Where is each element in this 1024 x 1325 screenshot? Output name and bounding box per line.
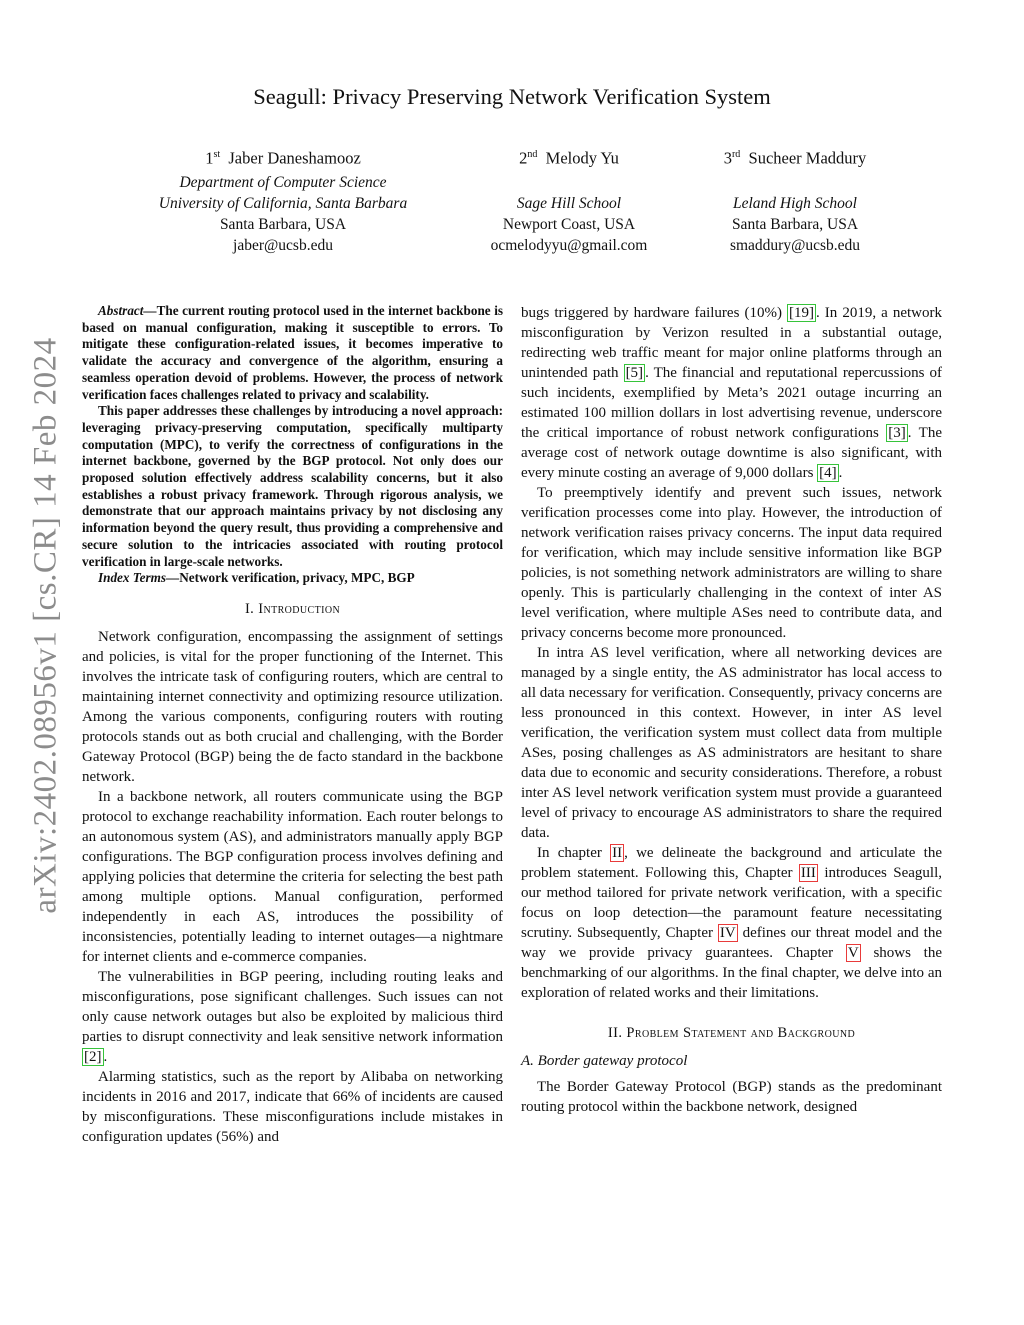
intro-paragraph-5: To preemptively identify and prevent such issues, network verification processes come into play. However, the introduction of network verification raises privacy concerns. The input data required for verification, which may include sensitive information like BGP policies, is not something network administrators are willing to share openly. This is particularly challenging in the context of inter AS level verification, where multiple ASes need to contribute data, and privacy concerns become more pronounced. xyxy=(521,485,942,641)
author-1 xyxy=(118,144,448,256)
citation-link[interactable]: [2] xyxy=(84,1048,102,1065)
author-2 xyxy=(456,144,682,256)
abstract-paragraph-1 xyxy=(82,303,503,403)
author-1-department: Department of Computer Science xyxy=(179,173,387,191)
author-3-ordinal-suffix: rd xyxy=(731,149,741,160)
author-2-name-line xyxy=(456,144,682,169)
arxiv-identifier-text: arXiv:2402.08956v1 [cs.CR] 14 Feb 2024 xyxy=(27,336,64,914)
author-3-institution: Leland High School xyxy=(733,194,857,212)
author-2-location: Newport Coast, USA xyxy=(502,215,636,233)
author-3-name: Sucheer Maddury xyxy=(748,148,867,168)
author-2-name: Melody Yu xyxy=(545,148,619,168)
author-3-name-line xyxy=(692,144,898,169)
text-segment: introduces Seagull, our method tailored for private network verification, with a specific focus on loop detection—the paramount feature necessitating scrutiny. Subsequently, Chapter xyxy=(521,865,942,941)
section-link[interactable]: IV xyxy=(719,925,736,941)
author-1-ordinal-suffix: st xyxy=(213,149,221,160)
arxiv-identifier xyxy=(20,300,72,950)
author-3-ordinal: 3 xyxy=(723,148,732,168)
author-1-name-line xyxy=(118,144,448,169)
paper-title: Seagull: Privacy Preserving Network Verification System xyxy=(253,84,771,109)
bgp-paragraph-1: The Border Gateway Protocol (BGP) stands as the predominant routing protocol within the backbone network, designed xyxy=(521,1079,942,1115)
text-segment: defines our threat model and the way we provide privacy guarantees. Chapter xyxy=(521,925,942,961)
intro-paragraph-7 xyxy=(521,843,942,1003)
section-link[interactable]: II xyxy=(612,845,623,861)
section-link[interactable]: V xyxy=(847,945,859,961)
author-1-email: jaber@ucsb.edu xyxy=(233,236,333,254)
citation-link[interactable]: [19] xyxy=(789,305,814,321)
abstract xyxy=(82,303,503,587)
subsection-heading: A. Border gateway protocol xyxy=(521,1053,688,1069)
intro-paragraph-1: Network configuration, encompassing the assignment of settings and policies, is vital for the proper functioning of the Internet. This involves the intricate task of configuring routers, which are central to maintaining internet connectivity and optimizing resource utilization. Among the various components, configuring routers with routing protocols stands out as both crucial and challenging, with the Border Gateway Protocol (BGP) being the de facto standard in the backbone network. xyxy=(82,628,503,785)
author-3 xyxy=(692,144,898,256)
index-terms-text: Network verification, privacy, MPC, BGP xyxy=(179,570,415,586)
section-1-heading: I. Introduction xyxy=(244,600,341,617)
abstract-paragraph-2: This paper addresses these challenges by introducing a novel approach: leveraging privacy-preserving computation, specifically multiparty computation (MPC), to verify the correctness of configurations in the internet backbone, governed by the BGP protocol. Not only does our proposed solution effectively address scalability concerns, but it also establishes a robust privacy framework. Through rigorous analysis, we demonstrate that our approach maintains privacy by not disclosing any information beyond the query result, thus providing a comprehensive and secure solution to the intricacies associated with routing protocol verification in large-scale networks. xyxy=(82,403,503,569)
text-segment: . The average cost of network outage downtime is also significant, with every minute costing an average of 9,000 dollars xyxy=(521,425,942,481)
intro-paragraph-3-end: . xyxy=(103,1048,108,1065)
author-2-email: ocmelodyyu@gmail.com xyxy=(490,236,648,254)
text-segment: bugs triggered by hardware failures (10%) xyxy=(521,305,787,321)
abstract-label: Abstract— xyxy=(98,303,157,318)
intro-paragraph-4: Alarming statistics, such as the report by Alibaba on networking incidents in 2016 and 2017, indicate that 66% of incidents are caused by misconfigurations. These misconfigurations include mistakes in configuration updates (56%) and xyxy=(82,1068,503,1145)
intro-paragraph-6: In intra AS level verification, where all networking devices are managed by a single entity, the AS administrator has local access to all data necessary for verification. Consequently, privacy concerns are less pronounced in this context. However, in inter AS level verification, the verification system must collect data from multiple ASes, posing challenges as AS administrators are hesitant to share data due to economic and security considerations. Therefore, a robust inter AS level network verification system must provide a guaranteed level of privacy to encourage AS administrators to share the required data. xyxy=(521,645,942,841)
text-segment: . In 2019, a network misconfiguration by Verizon resulted in a substantial outage, redirecting web traffic meant for major online platforms through an unintended path xyxy=(521,305,942,381)
intro-paragraph-4-continued xyxy=(521,303,942,483)
index-terms-label: Index Terms— xyxy=(98,570,180,586)
text-segment: , we delineate the background and articulate the problem statement. Following this, Chapter xyxy=(521,845,942,881)
intro-paragraph-3-text: The vulnerabilities in BGP peering, including routing leaks and misconfigurations, pose significant challenges. Such issues can not only cause network outages but also be exploited by malicious third parties to disrupt connectivity and leak sensitive network information xyxy=(82,968,503,1045)
author-1-location: Santa Barbara, USA xyxy=(219,215,347,233)
author-1-ordinal: 1 xyxy=(205,148,214,168)
citation-link[interactable]: [4] xyxy=(819,465,837,481)
intro-paragraph-3 xyxy=(82,967,503,1067)
index-terms xyxy=(82,570,503,587)
text-segment: . xyxy=(838,465,843,481)
author-1-institution: University of California, Santa Barbara xyxy=(158,194,408,212)
right-column xyxy=(521,303,942,1117)
section-link[interactable]: III xyxy=(800,865,816,881)
author-2-institution: Sage Hill School xyxy=(516,194,622,212)
citation-link[interactable]: [3] xyxy=(888,425,906,441)
author-1-name: Jaber Daneshamooz xyxy=(228,148,361,168)
text-segment: . The financial and reputational repercussions of such incidents, exemplified by Meta’s 2021 outage incurring an estimated 100 million dollars in lost advertising revenue, underscore the critical importance of robust network configurations xyxy=(521,365,942,441)
section-2-heading: II. Problem Statement and Background xyxy=(607,1025,856,1041)
author-3-location: Santa Barbara, USA xyxy=(731,215,859,233)
author-2-ordinal-suffix: nd xyxy=(527,149,538,160)
citation-link[interactable]: [5] xyxy=(625,365,644,381)
author-2-ordinal: 2 xyxy=(519,148,528,168)
left-column xyxy=(82,303,503,1147)
text-segment: shows the benchmarking of our algorithms. In the final chapter, we delve into an exploration of related works and their limitations. xyxy=(521,945,942,1001)
abstract-text-1: The current routing protocol used in the internet backbone is based on manual configuration, making it susceptible to errors. To mitigate these configuration-related issues, it becomes imperative to validate the accuracy and convergence of the algorithm, ensuring a seamless operation devoid of problems. However, the process of network verification faces challenges related to privacy and scalability. xyxy=(82,303,503,402)
text-segment: In chapter xyxy=(537,845,611,861)
author-3-email: smaddury@ucsb.edu xyxy=(729,236,861,254)
intro-paragraph-2: In a backbone network, all routers communicate using the BGP protocol to exchange reachability information. Each router belongs to an autonomous system (AS), and administrators manually apply BGP configurations. The BGP configuration process involves defining and applying policies that determine the criteria for selecting the best path among multiple options. Manual configuration, performed independently in each AS, introduces the possibility of inconsistencies, potentially leading to internet outages—a nightmare for internet clients and e-commerce companies. xyxy=(82,788,503,965)
